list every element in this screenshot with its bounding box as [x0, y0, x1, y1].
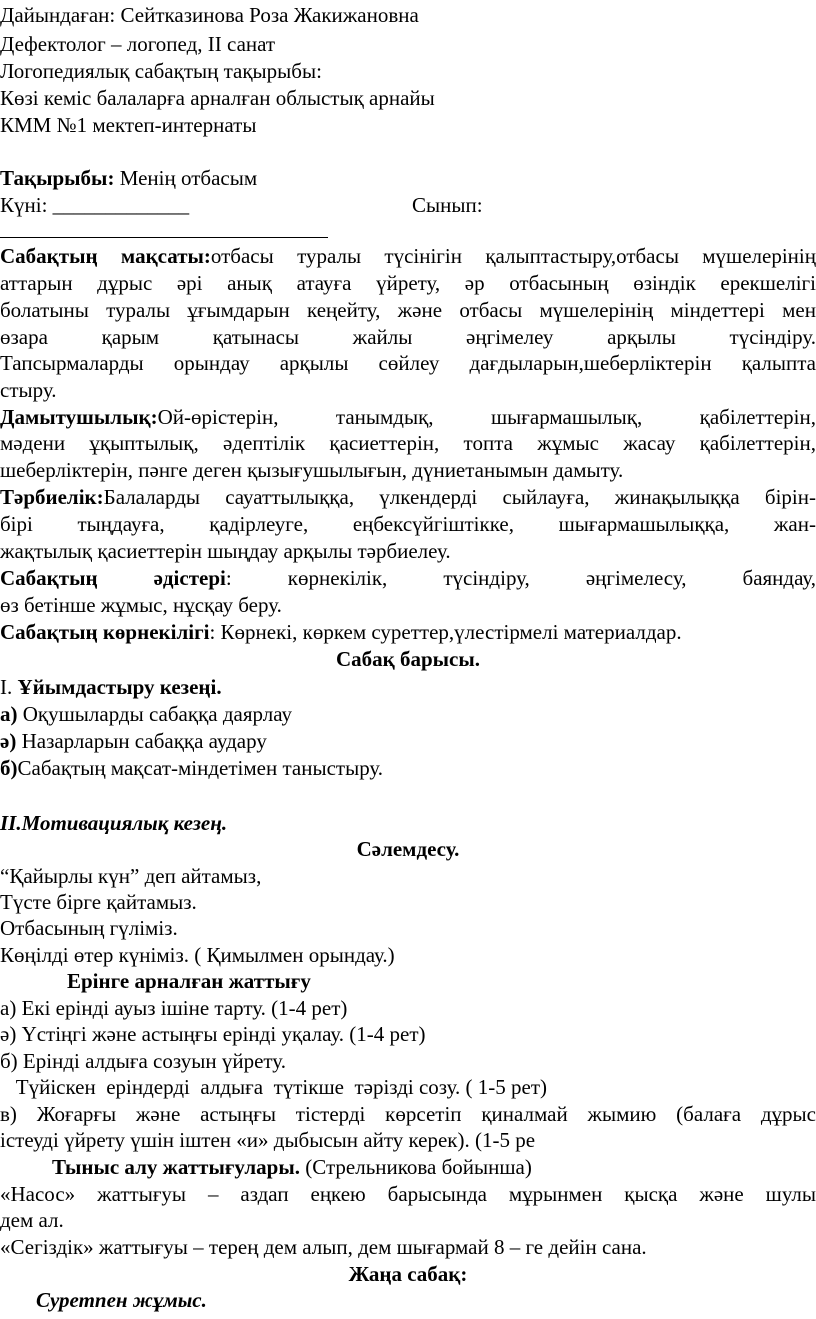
lesson-topic-label: Логопедиялық сабақтың тақырыбы: [0, 59, 322, 83]
stage1-item-ae [0, 728, 816, 754]
breath-heading: Тыныс алу жаттығулары. [52, 1155, 300, 1179]
class-field: Сынып: [412, 193, 483, 217]
topic-label: Тақырыбы: [0, 166, 115, 190]
edu-label: Тәрбиелік: [0, 485, 104, 509]
edu-line-3: жақтылық қасиеттерін шыңдау арқылы тәрбиелеу. [0, 539, 451, 563]
purpose-line-6: стыру. [0, 378, 57, 402]
stage2-title: ІІ.Мотивациялық кезең. [0, 811, 228, 835]
stage1-item-a [0, 701, 816, 727]
position-line: Дефектолог – логопед, ІІ санат [0, 32, 276, 56]
nasos-line-2: дем ал. [0, 1208, 64, 1232]
dev-label: Дамытушылық: [0, 405, 158, 429]
visual-text: : Көрнекі, көркем суреттер,үлестірмелі материалдар. [209, 620, 682, 644]
purpose-line-4: өзара қарым қатынасы жайлы әңгімелеу арқылы түсіндіру. [0, 325, 816, 349]
methods-label: Сабақтың әдістері [0, 566, 226, 590]
lesson-heading: Сабақ барысы. [335, 647, 481, 671]
dev-line-3: шеберліктерін, пәнге деген қызығушылығын, дүниетанымын дамыту. [0, 458, 624, 482]
date-row [0, 192, 816, 218]
visual-line [0, 619, 816, 645]
poem-line-2: Түсте бірге қайтамыз. [0, 890, 197, 914]
edu-text-1: Балаларды сауаттылыққа, үлкендерді сыйлауға, жинақылыққа бірін- [103, 485, 816, 509]
purpose-text-1: отбасы туралы түсінігін қалыптастыру,отбасы мүшелерінің [210, 244, 816, 268]
methods-line-1 [0, 565, 816, 591]
item-text: Сабақтың мақсат-міндетімен таныстыру. [17, 756, 384, 780]
picture-work: Суретпен жұмыс. [36, 1288, 207, 1312]
purpose-label: Сабақтың мақсаты: [0, 244, 211, 268]
lips-item-a: а) Екі ерінді ауыз ішіне тарту. (1-4 рет) [0, 996, 348, 1020]
lips-item-ae: ә) Үстіңгі және астыңғы ерінді уқалау. (1-4 рет) [0, 1022, 426, 1046]
lips-item-v-1: в) Жоғарғы және астыңғы тістерді көрсетіп қиналмай жымию (балаға дұрыс [0, 1102, 816, 1126]
visual-label: Сабақтың көрнекілігі [0, 620, 210, 644]
dev-text-1: Ой-өрістерін, танымдық, шығармашылық, қабілеттерін, [157, 405, 816, 429]
stage1-title [0, 674, 816, 700]
item-marker: ә) [0, 729, 17, 753]
school-line-1: Көзі кеміс балаларға арналған облыстық арнайы [0, 86, 435, 110]
lips-heading: Ерінге арналған жаттығу [67, 969, 311, 993]
edu-line-2: бірі тыңдауға, қадірлеуге, еңбексүйгіштікке, шығармашылыққа, жан- [0, 512, 816, 536]
segizdik-line: «Сегіздік» жаттығуы – терең дем алып, дем шығармай 8 – ге дейін сана. [0, 1235, 647, 1259]
author-line: Дайындаған: Сейтказинова Роза Жакижановна [0, 3, 419, 27]
date-field: Күні: _____________ [0, 193, 190, 217]
dev-line-2: мәдени ұқыптылық, әдептілік қасиеттерін, топта жұмыс жасау қабілеттерін, [0, 431, 816, 455]
new-lesson-heading: Жаңа сабақ: [348, 1262, 468, 1286]
school-line-2: КММ №1 мектеп-интернаты [0, 113, 257, 137]
poem-line-4: Көңілді өтер күніміз. ( Қимылмен орындау.) [0, 943, 395, 967]
lips-item-b-cont: Түйіскен еріндерді алдыға түтікше тәрізді созу. ( 1-5 рет) [0, 1075, 548, 1099]
item-text: Назарларын сабаққа аудару [16, 729, 267, 753]
purpose-line-1 [0, 243, 816, 269]
greeting-heading: Сәлемдесу. [356, 837, 460, 861]
item-text: Оқушыларды сабаққа даярлау [17, 702, 292, 726]
stage1-item-b [0, 755, 816, 781]
lips-item-b: б) Ерінді алдыға созуын үйрету. [0, 1049, 286, 1073]
item-marker: б) [0, 756, 18, 780]
purpose-line-5: Тапсырмаларды орындау арқылы сөйлеу дағдыларын,шеберліктерін қалыпта [0, 351, 816, 375]
stage1-title-text: Ұйымдастыру кезеңі. [12, 675, 222, 699]
topic-line [0, 165, 816, 191]
edu-line-1 [0, 484, 816, 510]
methods-line-2: өз бетінше жұмыс, нұсқау беру. [0, 593, 282, 617]
lips-item-v-2: істеуді үйрету үшін іштен «и» дыбысын айту керек). (1-5 ре [0, 1128, 536, 1152]
breath-heading-line [52, 1154, 812, 1180]
methods-text-1: : көрнекілік, түсіндіру, әңгімелесу, баяндау, [225, 566, 816, 590]
nasos-line-1: «Насос» жаттығуы – аздап еңкею барысында мұрынмен қысқа және шулы [0, 1182, 816, 1206]
breath-sub: (Стрельникова бойынша) [299, 1155, 532, 1179]
dev-line-1 [0, 404, 816, 430]
item-marker: а) [0, 702, 18, 726]
poem-line-3: Отбасының гүліміз. [0, 916, 178, 940]
divider-line [0, 237, 328, 238]
poem-line-1: “Қайырлы күн” деп айтамыз, [0, 864, 262, 888]
stage1-num: І. [0, 675, 13, 699]
purpose-line-2: аттарын дұрыс әрі анық атауға үйрету, әр отбасының өзіндік ерекшелігі [0, 271, 816, 295]
purpose-line-3: болатыны туралы ұғымдарын кеңейту, және отбасы мүшелерінің міндеттері мен [0, 298, 816, 322]
topic-value: Менің отбасым [114, 166, 258, 190]
